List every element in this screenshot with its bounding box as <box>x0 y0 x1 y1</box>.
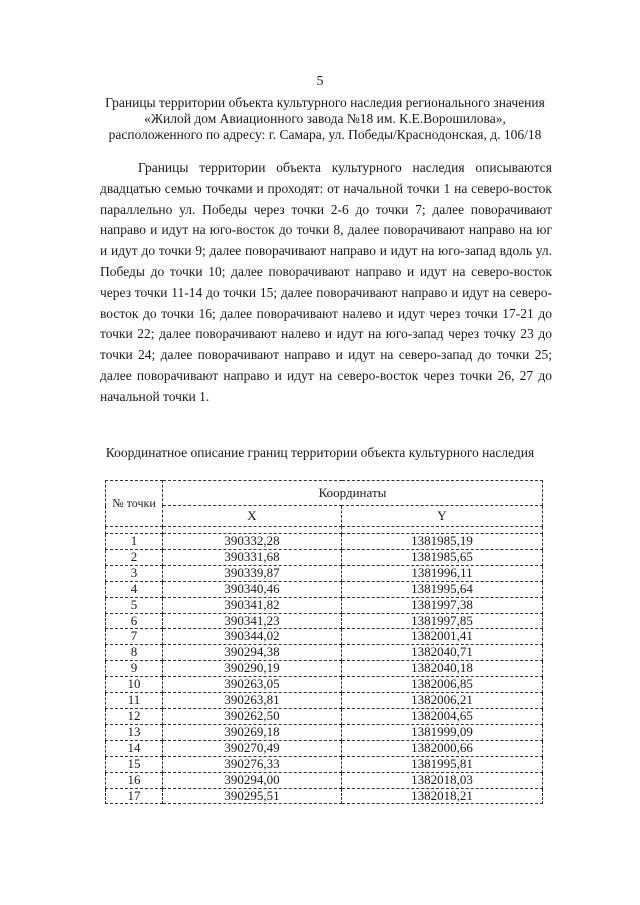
table-row <box>106 724 543 740</box>
cell-y: 1382040,18 <box>342 661 543 677</box>
cell-x: 390290,19 <box>163 661 342 677</box>
table-caption: Координатное описание границ территории объекта культурного наследия <box>105 445 535 460</box>
cell-x: 390262,50 <box>163 708 342 724</box>
cell-y: 1381996,11 <box>342 565 543 581</box>
table-row <box>106 740 543 756</box>
cell-point-number: 7 <box>106 629 163 645</box>
cell-y: 1382000,66 <box>342 740 543 756</box>
table-row <box>106 629 543 645</box>
cell-point-number: 16 <box>106 772 163 788</box>
cell-point-number: 10 <box>106 677 163 693</box>
cell-y: 1381985,19 <box>342 534 543 550</box>
cell-y: 1382004,65 <box>342 708 543 724</box>
header-point-number: № точки <box>106 481 163 527</box>
cell-x: 390270,49 <box>163 740 342 756</box>
table-row <box>106 581 543 597</box>
cell-point-number: 6 <box>106 613 163 629</box>
table-row <box>106 677 543 693</box>
cell-point-number: 13 <box>106 724 163 740</box>
header-coordinates: Координаты <box>163 481 543 506</box>
cell-x: 390263,81 <box>163 693 342 709</box>
cell-point-number: 9 <box>106 661 163 677</box>
table-row <box>106 661 543 677</box>
cell-x: 390269,18 <box>163 724 342 740</box>
cell-point-number: 12 <box>106 708 163 724</box>
table-row <box>106 534 543 550</box>
boundary-description: Границы территории объекта культурного наследия описываются двадцатью семью точками и проходят: от начальной точки 1 на северо-восток параллельно ул. Победы через точки 2-6 до точки 7; далее поворачивают направо и идут на юго-восток до точки 8, далее поворачивают направо на юг и идут до точки 9; далее поворачивают направо и идут на юго-запад вдоль ул. Победы до точки 10; далее поворачивают направо и идут на северо-восток через точки 11-14 до точки 15; далее поворачивают направо и идут на северо-восток до точки 16; далее поворачивают налево и идут через точки 17-21 до точки 22; далее поворачивают налево и идут на юго-запад через точку 23 до точки 24; далее поворачивают направо и идут на северо-запад до точки 25; далее поворачивают направо и идут на северо-восток через точки 26, 27 до начальной точки 1. <box>100 160 552 404</box>
cell-point-number: 11 <box>106 693 163 709</box>
cell-y: 1381995,64 <box>342 581 543 597</box>
document-heading <box>90 95 560 143</box>
cell-y: 1381999,09 <box>342 724 543 740</box>
cell-x: 390294,00 <box>163 772 342 788</box>
cell-y: 1382040,71 <box>342 645 543 661</box>
cell-point-number: 1 <box>106 534 163 550</box>
cell-x: 390341,23 <box>163 613 342 629</box>
table-row <box>106 772 543 788</box>
cell-point-number: 3 <box>106 565 163 581</box>
cell-y: 1381997,38 <box>342 597 543 613</box>
cell-y: 1382001,41 <box>342 629 543 645</box>
table-row <box>106 708 543 724</box>
cell-x: 390339,87 <box>163 565 342 581</box>
header-y: Y <box>342 506 543 527</box>
cell-x: 390294,38 <box>163 645 342 661</box>
cell-y: 1382006,21 <box>342 693 543 709</box>
cell-x: 390276,33 <box>163 756 342 772</box>
cell-point-number: 14 <box>106 740 163 756</box>
cell-x: 390295,51 <box>163 788 342 804</box>
cell-point-number: 4 <box>106 581 163 597</box>
page-number: 5 <box>316 74 324 89</box>
table-spacer-row <box>106 527 543 534</box>
table-row <box>106 693 543 709</box>
cell-point-number: 2 <box>106 549 163 565</box>
table-row <box>106 756 543 772</box>
cell-y: 1381985,65 <box>342 549 543 565</box>
table-row <box>106 613 543 629</box>
coordinates-table-body <box>106 527 543 804</box>
cell-x: 390331,68 <box>163 549 342 565</box>
heading-line-2: «Жилой дом Авиационного завода №18 им. К.Е.Ворошилова», <box>144 111 506 126</box>
table-row <box>106 597 543 613</box>
table-row <box>106 549 543 565</box>
cell-point-number: 17 <box>106 788 163 804</box>
cell-x: 390340,46 <box>163 581 342 597</box>
heading-line-3: расположенного по адресу: г. Самара, ул. Победы/Краснодонская, д. 106/18 <box>108 127 542 142</box>
cell-y: 1381995,81 <box>342 756 543 772</box>
cell-y: 1381997,85 <box>342 613 543 629</box>
table-row <box>106 565 543 581</box>
table-row <box>106 645 543 661</box>
cell-y: 1382018,03 <box>342 772 543 788</box>
header-x: X <box>163 506 342 527</box>
cell-x: 390263,05 <box>163 677 342 693</box>
coordinates-table <box>105 480 543 804</box>
cell-x: 390341,82 <box>163 597 342 613</box>
cell-y: 1382018,21 <box>342 788 543 804</box>
table-row <box>106 788 543 804</box>
cell-y: 1382006,85 <box>342 677 543 693</box>
heading-line-1: Границы территории объекта культурного наследия регионального значения <box>105 95 545 110</box>
cell-x: 390344,02 <box>163 629 342 645</box>
cell-x: 390332,28 <box>163 534 342 550</box>
cell-point-number: 15 <box>106 756 163 772</box>
cell-point-number: 5 <box>106 597 163 613</box>
cell-point-number: 8 <box>106 645 163 661</box>
